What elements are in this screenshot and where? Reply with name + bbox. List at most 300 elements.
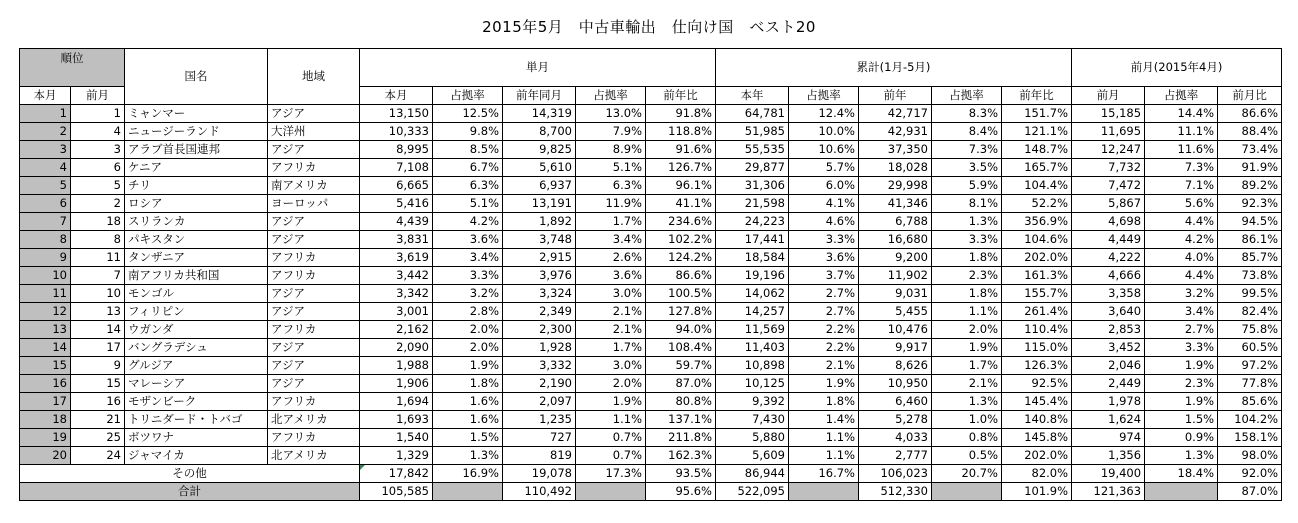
region-cell: アジア <box>268 375 360 393</box>
value-cell: 2,090 <box>360 339 433 357</box>
value-cell: 3,332 <box>503 357 576 375</box>
value-cell: 10.6% <box>789 141 859 159</box>
value-cell: 4,698 <box>1072 213 1145 231</box>
value-cell: 1,540 <box>360 429 433 447</box>
table-row <box>20 321 1282 339</box>
cell: 522,095 <box>716 483 789 501</box>
country-cell: ケニア <box>125 159 268 177</box>
cell <box>576 483 646 501</box>
cumulative-col-header: 占拠率 <box>789 87 859 105</box>
value-cell: 1.3% <box>932 393 1002 411</box>
value-cell: 6.0% <box>789 177 859 195</box>
value-cell: 5.7% <box>789 159 859 177</box>
value-cell: 4,666 <box>1072 267 1145 285</box>
value-cell: 42,931 <box>859 123 932 141</box>
table-row <box>20 357 1282 375</box>
value-cell: 1.9% <box>1145 393 1218 411</box>
country-cell: パキスタン <box>125 231 268 249</box>
country-cell: フィリピン <box>125 303 268 321</box>
value-cell: 9,917 <box>859 339 932 357</box>
value-cell: 75.8% <box>1218 321 1282 339</box>
value-cell: 6,665 <box>360 177 433 195</box>
rank-previous-cell: 6 <box>71 159 125 177</box>
value-cell: 155.7% <box>1002 285 1072 303</box>
value-cell: 11,902 <box>859 267 932 285</box>
value-cell: 9,200 <box>859 249 932 267</box>
value-cell: 1,624 <box>1072 411 1145 429</box>
value-cell: 8.1% <box>932 195 1002 213</box>
single-month-col-header: 前年比 <box>646 87 716 105</box>
value-cell: 55,535 <box>716 141 789 159</box>
table-row <box>20 375 1282 393</box>
rank-current-cell: 18 <box>20 411 71 429</box>
value-cell: 3.2% <box>433 285 503 303</box>
value-cell: 1.7% <box>576 213 646 231</box>
single-month-col-header: 占拠率 <box>433 87 503 105</box>
value-cell: 51,985 <box>716 123 789 141</box>
region-cell: アフリカ <box>268 267 360 285</box>
value-cell: 97.2% <box>1218 357 1282 375</box>
value-cell: 11,569 <box>716 321 789 339</box>
value-cell: 4.2% <box>433 213 503 231</box>
value-cell: 1,988 <box>360 357 433 375</box>
value-cell: 211.8% <box>646 429 716 447</box>
value-cell: 108.4% <box>646 339 716 357</box>
value-cell: 2.1% <box>932 375 1002 393</box>
value-cell: 9,825 <box>503 141 576 159</box>
value-cell: 24,223 <box>716 213 789 231</box>
table-row <box>20 105 1282 123</box>
value-cell: 8,626 <box>859 357 932 375</box>
value-cell: 73.4% <box>1218 141 1282 159</box>
value-cell: 356.9% <box>1002 213 1072 231</box>
value-cell: 1,906 <box>360 375 433 393</box>
value-cell: 148.7% <box>1002 141 1072 159</box>
value-cell: 118.8% <box>646 123 716 141</box>
value-cell: 17,441 <box>716 231 789 249</box>
value-cell: 4,439 <box>360 213 433 231</box>
value-cell: 4,222 <box>1072 249 1145 267</box>
value-cell: 14.4% <box>1145 105 1218 123</box>
value-cell: 3.3% <box>932 231 1002 249</box>
value-cell: 1.1% <box>932 303 1002 321</box>
rank-previous-cell: 18 <box>71 213 125 231</box>
region-cell: アジア <box>268 213 360 231</box>
cell <box>932 483 1002 501</box>
value-cell: 1.6% <box>433 393 503 411</box>
value-cell: 5.6% <box>1145 195 1218 213</box>
value-cell: 99.5% <box>1218 285 1282 303</box>
value-cell: 0.9% <box>1145 429 1218 447</box>
value-cell: 3.6% <box>576 267 646 285</box>
value-cell: 88.4% <box>1218 123 1282 141</box>
region-cell: アジア <box>268 303 360 321</box>
others-label: その他 <box>20 465 360 483</box>
value-cell: 92.3% <box>1218 195 1282 213</box>
value-cell: 13,191 <box>503 195 576 213</box>
value-cell: 3.3% <box>789 231 859 249</box>
previous-month-col-header: 占拠率 <box>1145 87 1218 105</box>
cell: 92.0% <box>1218 465 1282 483</box>
rank-current-cell: 14 <box>20 339 71 357</box>
region-cell: アジア <box>268 141 360 159</box>
cumulative-col-header: 前年比 <box>1002 87 1072 105</box>
region-cell: アジア <box>268 105 360 123</box>
cell: 20.7% <box>932 465 1002 483</box>
value-cell: 1.8% <box>789 393 859 411</box>
cell: 17.3% <box>576 465 646 483</box>
country-cell: バングラデシュ <box>125 339 268 357</box>
value-cell: 19,196 <box>716 267 789 285</box>
value-cell: 3.3% <box>1145 339 1218 357</box>
value-cell: 2.7% <box>789 303 859 321</box>
value-cell: 0.7% <box>576 429 646 447</box>
rank-previous-cell: 4 <box>71 123 125 141</box>
country-cell: ミャンマー <box>125 105 268 123</box>
table-row <box>20 213 1282 231</box>
value-cell: 727 <box>503 429 576 447</box>
country-cell: 南アフリカ共和国 <box>125 267 268 285</box>
value-cell: 14,319 <box>503 105 576 123</box>
value-cell: 86.6% <box>1218 105 1282 123</box>
rank-current-cell: 9 <box>20 249 71 267</box>
value-cell: 1,928 <box>503 339 576 357</box>
cell: 86,944 <box>716 465 789 483</box>
value-cell: 41.1% <box>646 195 716 213</box>
value-cell: 96.1% <box>646 177 716 195</box>
value-cell: 82.4% <box>1218 303 1282 321</box>
region-cell: アジア <box>268 285 360 303</box>
single-month-header: 単月 <box>360 49 716 87</box>
country-cell: モンゴル <box>125 285 268 303</box>
single-month-col-header: 前年同月 <box>503 87 576 105</box>
value-cell: 14,257 <box>716 303 789 321</box>
value-cell: 2,777 <box>859 447 932 465</box>
value-cell: 7.9% <box>576 123 646 141</box>
value-cell: 42,717 <box>859 105 932 123</box>
others-row <box>20 465 1282 483</box>
table-row <box>20 393 1282 411</box>
value-cell: 12,247 <box>1072 141 1145 159</box>
single-month-col-header: 占拠率 <box>576 87 646 105</box>
cell: 110,492 <box>503 483 576 501</box>
value-cell: 1.6% <box>433 411 503 429</box>
previous-month-col-header: 前月比 <box>1218 87 1282 105</box>
value-cell: 3,324 <box>503 285 576 303</box>
cumulative-header: 累計(1月-5月) <box>716 49 1072 87</box>
value-cell: 161.3% <box>1002 267 1072 285</box>
value-cell: 126.7% <box>646 159 716 177</box>
cell <box>433 483 503 501</box>
value-cell: 1.4% <box>789 411 859 429</box>
cell: 95.6% <box>646 483 716 501</box>
value-cell: 974 <box>1072 429 1145 447</box>
value-cell: 12.5% <box>433 105 503 123</box>
region-cell: 大洋州 <box>268 123 360 141</box>
value-cell: 3,342 <box>360 285 433 303</box>
value-cell: 7.1% <box>1145 177 1218 195</box>
table-row <box>20 411 1282 429</box>
value-cell: 37,350 <box>859 141 932 159</box>
value-cell: 2.3% <box>1145 375 1218 393</box>
value-cell: 64,781 <box>716 105 789 123</box>
rank-previous-cell: 2 <box>71 195 125 213</box>
region-cell: 北アメリカ <box>268 411 360 429</box>
value-cell: 10,476 <box>859 321 932 339</box>
value-cell: 18,028 <box>859 159 932 177</box>
value-cell: 1.8% <box>932 249 1002 267</box>
value-cell: 91.6% <box>646 141 716 159</box>
value-cell: 137.1% <box>646 411 716 429</box>
value-cell: 7.3% <box>932 141 1002 159</box>
value-cell: 3,358 <box>1072 285 1145 303</box>
value-cell: 3.7% <box>789 267 859 285</box>
value-cell: 202.0% <box>1002 249 1072 267</box>
rank-previous-cell: 13 <box>71 303 125 321</box>
value-cell: 11.6% <box>1145 141 1218 159</box>
value-cell: 121.1% <box>1002 123 1072 141</box>
table-row <box>20 303 1282 321</box>
value-cell: 2,349 <box>503 303 576 321</box>
country-cell: ニュージーランド <box>125 123 268 141</box>
table-row <box>20 285 1282 303</box>
country-cell: ボツワナ <box>125 429 268 447</box>
value-cell: 3.4% <box>433 249 503 267</box>
table-row <box>20 429 1282 447</box>
value-cell: 3.2% <box>1145 285 1218 303</box>
value-cell: 0.7% <box>576 447 646 465</box>
value-cell: 5.9% <box>932 177 1002 195</box>
value-cell: 104.6% <box>1002 231 1072 249</box>
table-row <box>20 177 1282 195</box>
total-row <box>20 483 1282 501</box>
value-cell: 3,442 <box>360 267 433 285</box>
value-cell: 9,392 <box>716 393 789 411</box>
value-cell: 10.0% <box>789 123 859 141</box>
value-cell: 13,150 <box>360 105 433 123</box>
cell: 17,842 <box>360 465 433 483</box>
rank-current-cell: 4 <box>20 159 71 177</box>
value-cell: 1.8% <box>932 285 1002 303</box>
rank-current-cell: 7 <box>20 213 71 231</box>
value-cell: 140.8% <box>1002 411 1072 429</box>
value-cell: 2,915 <box>503 249 576 267</box>
value-cell: 104.2% <box>1218 411 1282 429</box>
previous-month-header: 前月(2015年4月) <box>1072 49 1282 87</box>
single-month-col-header: 本月 <box>360 87 433 105</box>
rank-previous-cell: 10 <box>71 285 125 303</box>
value-cell: 4.4% <box>1145 213 1218 231</box>
value-cell: 5,416 <box>360 195 433 213</box>
value-cell: 7,430 <box>716 411 789 429</box>
region-cell: アフリカ <box>268 429 360 447</box>
country-cell: スリランカ <box>125 213 268 231</box>
value-cell: 3,976 <box>503 267 576 285</box>
value-cell: 18,584 <box>716 249 789 267</box>
value-cell: 4.6% <box>789 213 859 231</box>
value-cell: 3,452 <box>1072 339 1145 357</box>
value-cell: 104.4% <box>1002 177 1072 195</box>
rank-previous-cell: 25 <box>71 429 125 447</box>
region-cell: アジア <box>268 231 360 249</box>
rank-current-cell: 10 <box>20 267 71 285</box>
value-cell: 1.9% <box>576 393 646 411</box>
value-cell: 6,788 <box>859 213 932 231</box>
value-cell: 41,346 <box>859 195 932 213</box>
value-cell: 115.0% <box>1002 339 1072 357</box>
value-cell: 7,472 <box>1072 177 1145 195</box>
value-cell: 151.7% <box>1002 105 1072 123</box>
cell: 512,330 <box>859 483 932 501</box>
rank-previous-header: 前月 <box>71 87 125 105</box>
value-cell: 1.8% <box>433 375 503 393</box>
value-cell: 4.1% <box>789 195 859 213</box>
value-cell: 5.1% <box>576 159 646 177</box>
region-cell: 北アメリカ <box>268 447 360 465</box>
value-cell: 5,455 <box>859 303 932 321</box>
rank-previous-cell: 15 <box>71 375 125 393</box>
value-cell: 1.5% <box>1145 411 1218 429</box>
value-cell: 2,300 <box>503 321 576 339</box>
table-row <box>20 249 1282 267</box>
value-cell: 1.9% <box>433 357 503 375</box>
rank-previous-cell: 16 <box>71 393 125 411</box>
rank-previous-cell: 9 <box>71 357 125 375</box>
value-cell: 1.1% <box>789 429 859 447</box>
rank-previous-cell: 11 <box>71 249 125 267</box>
value-cell: 1,235 <box>503 411 576 429</box>
rank-previous-cell: 21 <box>71 411 125 429</box>
value-cell: 15,185 <box>1072 105 1145 123</box>
region-cell: アフリカ <box>268 159 360 177</box>
region-header: 地域 <box>268 49 360 105</box>
value-cell: 85.7% <box>1218 249 1282 267</box>
export-ranking-table <box>19 48 1282 501</box>
value-cell: 3.0% <box>576 357 646 375</box>
table-row <box>20 339 1282 357</box>
value-cell: 145.8% <box>1002 429 1072 447</box>
value-cell: 5.1% <box>433 195 503 213</box>
value-cell: 60.5% <box>1218 339 1282 357</box>
value-cell: 3.6% <box>789 249 859 267</box>
rank-current-cell: 12 <box>20 303 71 321</box>
rank-current-cell: 2 <box>20 123 71 141</box>
value-cell: 124.2% <box>646 249 716 267</box>
rank-current-cell: 20 <box>20 447 71 465</box>
cell <box>789 483 859 501</box>
value-cell: 87.0% <box>646 375 716 393</box>
value-cell: 89.2% <box>1218 177 1282 195</box>
rank-current-header: 本月 <box>20 87 71 105</box>
value-cell: 5,278 <box>859 411 932 429</box>
value-cell: 4.2% <box>1145 231 1218 249</box>
value-cell: 77.8% <box>1218 375 1282 393</box>
rank-previous-cell: 1 <box>71 105 125 123</box>
rank-previous-cell: 24 <box>71 447 125 465</box>
cumulative-col-header: 前年 <box>859 87 932 105</box>
value-cell: 1.9% <box>1145 357 1218 375</box>
value-cell: 11.9% <box>576 195 646 213</box>
value-cell: 4.0% <box>1145 249 1218 267</box>
value-cell: 10,125 <box>716 375 789 393</box>
value-cell: 1.0% <box>932 411 1002 429</box>
value-cell: 5,609 <box>716 447 789 465</box>
value-cell: 2.1% <box>789 357 859 375</box>
value-cell: 7.3% <box>1145 159 1218 177</box>
value-cell: 10,898 <box>716 357 789 375</box>
value-cell: 86.1% <box>1218 231 1282 249</box>
value-cell: 85.6% <box>1218 393 1282 411</box>
value-cell: 6.3% <box>433 177 503 195</box>
value-cell: 6,937 <box>503 177 576 195</box>
value-cell: 3,831 <box>360 231 433 249</box>
rank-previous-cell: 8 <box>71 231 125 249</box>
page-title: 2015年5月 中古車輸出 仕向け国 ベスト20 <box>482 18 816 36</box>
value-cell: 1,978 <box>1072 393 1145 411</box>
total-label: 合計 <box>20 483 360 501</box>
rank-previous-cell: 7 <box>71 267 125 285</box>
cell: 16.9% <box>433 465 503 483</box>
value-cell: 3,640 <box>1072 303 1145 321</box>
value-cell: 2,046 <box>1072 357 1145 375</box>
value-cell: 1,329 <box>360 447 433 465</box>
value-cell: 145.4% <box>1002 393 1072 411</box>
value-cell: 2.2% <box>789 321 859 339</box>
table-row <box>20 231 1282 249</box>
rank-current-cell: 19 <box>20 429 71 447</box>
value-cell: 4,033 <box>859 429 932 447</box>
value-cell: 3,748 <box>503 231 576 249</box>
region-cell: アフリカ <box>268 249 360 267</box>
value-cell: 2.0% <box>932 321 1002 339</box>
cell: 93.5% <box>646 465 716 483</box>
value-cell: 8.4% <box>932 123 1002 141</box>
value-cell: 2.7% <box>789 285 859 303</box>
cell: 105,585 <box>360 483 433 501</box>
value-cell: 11.1% <box>1145 123 1218 141</box>
value-cell: 13.0% <box>576 105 646 123</box>
value-cell: 2,190 <box>503 375 576 393</box>
value-cell: 1,694 <box>360 393 433 411</box>
rank-current-cell: 13 <box>20 321 71 339</box>
value-cell: 3.6% <box>433 231 503 249</box>
value-cell: 1.5% <box>433 429 503 447</box>
rank-current-cell: 8 <box>20 231 71 249</box>
country-cell: マレーシア <box>125 375 268 393</box>
cell: 18.4% <box>1145 465 1218 483</box>
rank-current-cell: 11 <box>20 285 71 303</box>
value-cell: 21,598 <box>716 195 789 213</box>
value-cell: 165.7% <box>1002 159 1072 177</box>
value-cell: 1,693 <box>360 411 433 429</box>
value-cell: 12.4% <box>789 105 859 123</box>
value-cell: 29,998 <box>859 177 932 195</box>
value-cell: 8.3% <box>932 105 1002 123</box>
value-cell: 110.4% <box>1002 321 1072 339</box>
value-cell: 98.0% <box>1218 447 1282 465</box>
value-cell: 1.3% <box>1145 447 1218 465</box>
value-cell: 91.8% <box>646 105 716 123</box>
table-row <box>20 159 1282 177</box>
value-cell: 2.3% <box>932 267 1002 285</box>
rank-current-cell: 15 <box>20 357 71 375</box>
rank-current-cell: 17 <box>20 393 71 411</box>
cell: 16.7% <box>789 465 859 483</box>
rank-previous-cell: 17 <box>71 339 125 357</box>
value-cell: 1.7% <box>576 339 646 357</box>
value-cell: 2.6% <box>576 249 646 267</box>
value-cell: 2.1% <box>576 303 646 321</box>
